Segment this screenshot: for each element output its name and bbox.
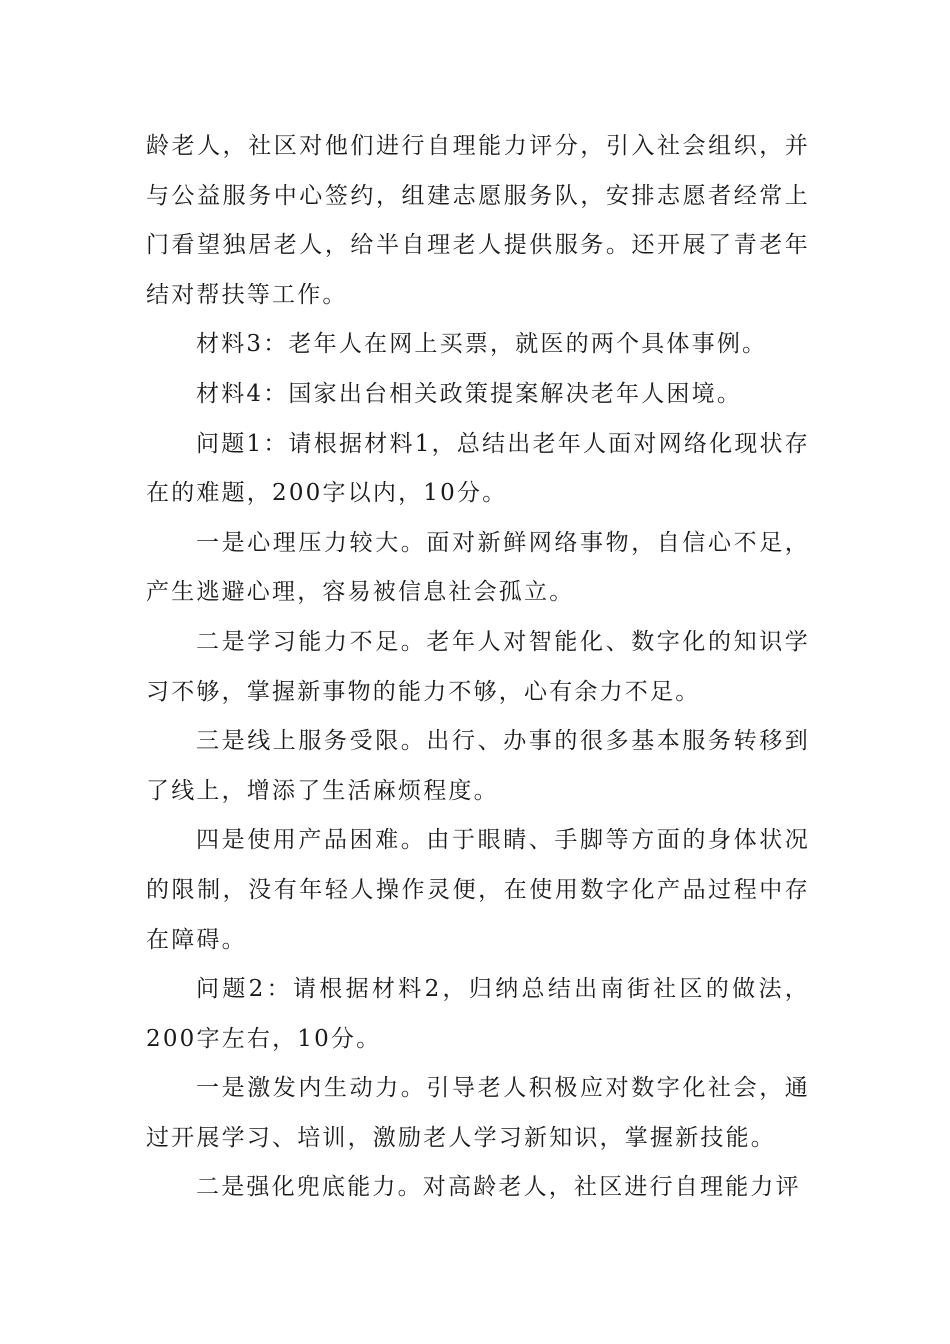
document-body	[146, 122, 810, 1213]
paragraph-answer-1-point-4: 四是使用产品困难。由于眼睛、手脚等方面的身体状况的限制，没有年轻人操作灵便，在使用数字化产品过程中存在障碍。	[146, 827, 810, 953]
paragraph-continuation: 龄老人，社区对他们进行自理能力评分，引入社会组织，并与公益服务中心签约，组建志愿服务队，安排志愿者经常上门看望独居老人，给半自理老人提供服务。还开展了青老年结对帮扶等工作。	[146, 133, 810, 308]
paragraph-answer-2-point-2: 二是强化兜底能力。对高龄老人，社区进行自理能力评	[196, 1174, 801, 1201]
paragraph-answer-1-point-3: 三是线上服务受限。出行、办事的很多基本服务转移到了线上，增添了生活麻烦程度。	[146, 728, 810, 804]
paragraph-material-4: 材料4：国家出台相关政策提案解决老年人困境。	[196, 380, 743, 407]
paragraph-question-2: 问题2：请根据材料2，归纳总结出南街社区的做法，200字左右，10分。	[146, 976, 810, 1052]
paragraph-answer-1-point-2: 二是学习能力不足。老年人对智能化、数字化的知识学习不够，掌握新事物的能力不够，心有余力不足。	[146, 628, 810, 705]
paragraph-material-3: 材料3：老年人在网上买票，就医的两个具体事例。	[196, 331, 768, 358]
paragraph-answer-1-point-1: 一是心理压力较大。面对新鲜网络事物，自信心不足，产生逃避心理，容易被信息社会孤立。	[146, 529, 810, 606]
paragraph-question-1: 问题1：请根据材料1，总结出老年人面对网络化现状存在的难题，200字以内，10分。	[146, 430, 810, 507]
paragraph-answer-2-point-1: 一是激发内生动力。引导老人积极应对数字化社会，通过开展学习、培训，激励老人学习新知识，掌握新技能。	[146, 1075, 810, 1151]
